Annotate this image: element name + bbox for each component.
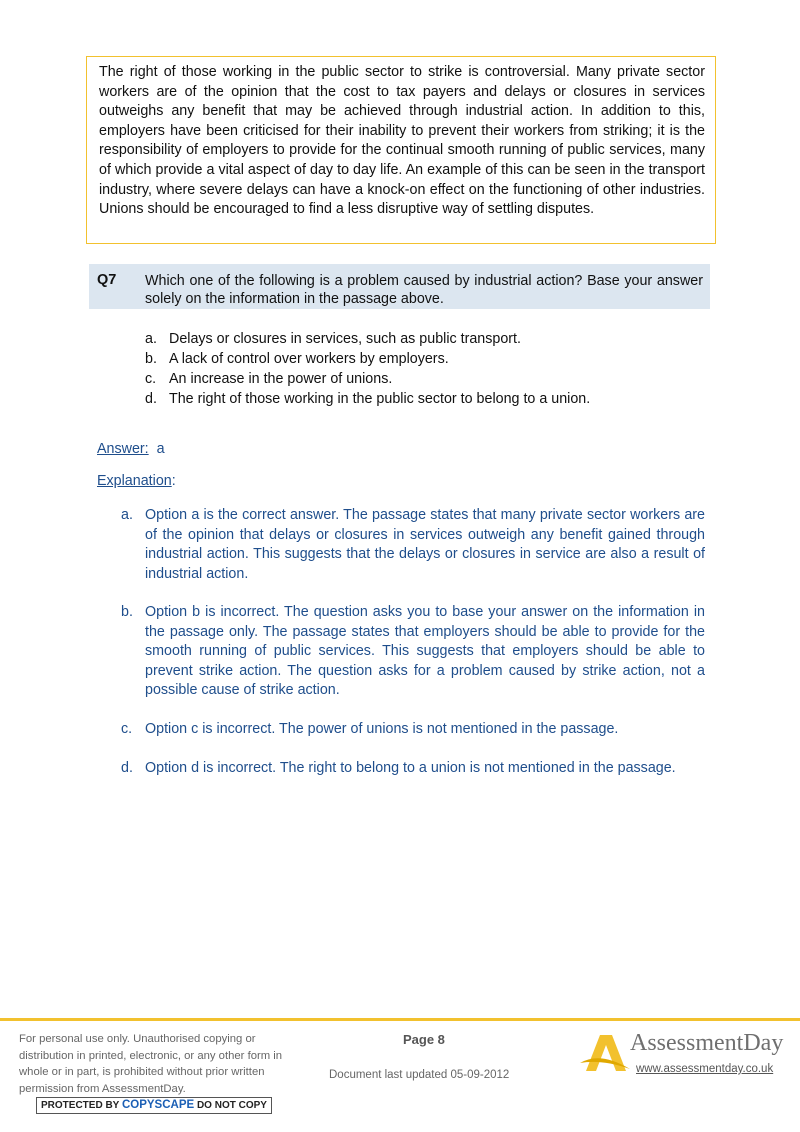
explanation-item-d — [121, 759, 705, 779]
option-text: An increase in the power of unions. — [169, 371, 393, 387]
question-text: Which one of the following is a problem caused by industrial action? Base your answer solely on the information in the passage above. — [145, 273, 703, 307]
footer-disclaimer: For personal use only. Unauthorised copying or distribution in printed, electronic, or any other form in whole or in part, is prohibited without prior written permission from AssessmentDay. — [19, 1033, 283, 1095]
option-letter: a. — [145, 331, 157, 347]
answer-options — [145, 329, 590, 409]
question-number: Q7 — [97, 272, 117, 288]
option-d — [145, 389, 590, 409]
assessmentday-logo-icon — [578, 1031, 632, 1077]
answer-value: a — [156, 441, 165, 457]
explanation-colon: : — [171, 473, 176, 489]
explanation-letter: d. — [121, 760, 133, 776]
explanation-letter: b. — [121, 604, 133, 620]
explanation-text: Option c is incorrect. The power of unions is not mentioned in the passage. — [145, 721, 619, 737]
copyscape-pre: PROTECTED BY — [41, 1100, 122, 1111]
option-letter: d. — [145, 391, 157, 407]
passage-text: The right of those working in the public sector to strike is controversial. Many private sector workers are of the opinion that the cost to tax payers and delays or closures in services outweighs any benefit that may be achieved through industrial action. In addition to this, employers have been criticised for their inability to prevent their workers from striking; it is the responsibility of employers to provide for the continual smooth running of public services, many of which provide a vital aspect of day to day life. An example of this can be seen in the transport industry, where severe delays can have a knock-on effect on the functioning of other industries. Unions should be encouraged to find a less disruptive way of settling disputes. — [99, 64, 705, 218]
explanation-item-b — [121, 603, 705, 701]
passage-box — [86, 56, 716, 244]
question-box — [89, 264, 710, 309]
option-c — [145, 369, 590, 389]
explanation-heading — [97, 473, 176, 489]
page-number: Page 8 — [403, 1032, 445, 1047]
explanation-letter: c. — [121, 721, 133, 737]
answer-label: Answer: — [97, 441, 149, 457]
explanation-item-c — [121, 720, 705, 740]
option-b — [145, 349, 590, 369]
answer-line — [97, 441, 165, 457]
explanation-letter: a. — [121, 507, 133, 523]
option-text: A lack of control over workers by employers. — [169, 351, 449, 367]
explanation-text: Option a is the correct answer. The passage states that many private sector workers are of the opinion that delays or closures in services outweigh any benefit gained through industrial action. This suggests that the delays or closures in service are also a result of industrial action. — [145, 507, 705, 582]
explanation-text: Option b is incorrect. The question asks you to base your answer on the information in the passage only. The passage states that employers should be able to provide for the smooth running of public services. This suggests that employers should be able to prevent strike action. The question asks for a problem caused by strike action, not a possible cause of strike action. — [145, 604, 705, 699]
option-text: The right of those working in the public sector to belong to a union. — [169, 391, 591, 407]
explanation-item-a — [121, 506, 705, 584]
option-letter: b. — [145, 351, 157, 367]
explanation-text: Option d is incorrect. The right to belong to a union is not mentioned in the passage. — [145, 760, 676, 776]
option-a — [145, 329, 590, 349]
logo-wordmark: AssessmentDay — [630, 1030, 784, 1056]
footer-divider — [0, 1018, 800, 1021]
copyscape-post: DO NOT COPY — [194, 1100, 267, 1111]
option-text: Delays or closures in services, such as public transport. — [169, 331, 522, 347]
last-updated: Document last updated 05-09-2012 — [329, 1069, 510, 1081]
copyscape-brand: COPYSCAPE — [121, 1099, 195, 1111]
website-link[interactable]: www.assessmentday.co.uk — [636, 1063, 774, 1075]
copyscape-badge[interactable] — [36, 1097, 272, 1114]
explanation-label: Explanation — [97, 473, 172, 489]
option-letter: c. — [145, 371, 157, 387]
